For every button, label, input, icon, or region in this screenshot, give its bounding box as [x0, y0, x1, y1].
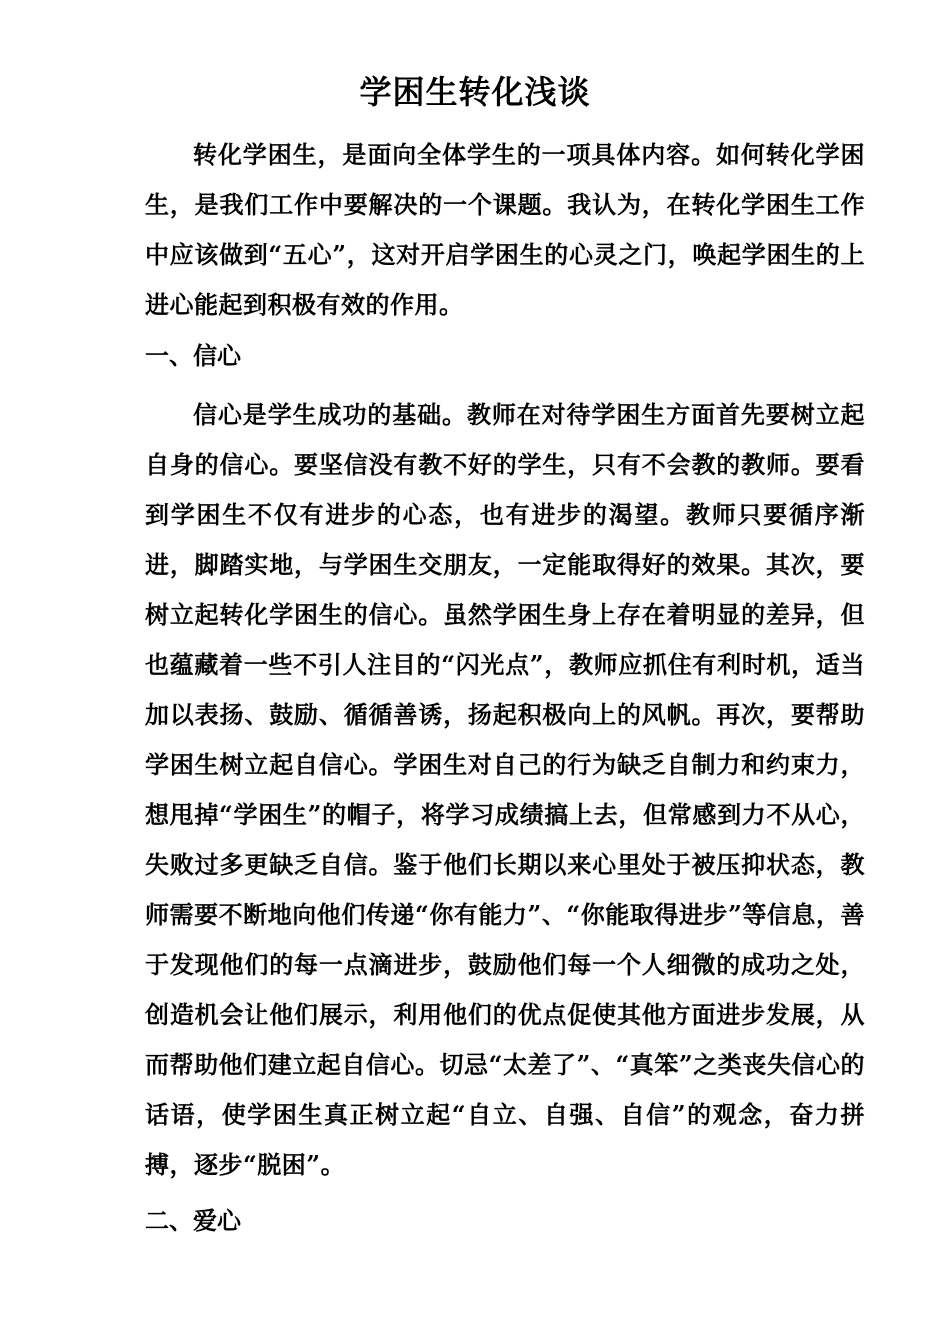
section-heading-love: 二、爱心 [145, 1206, 241, 1235]
section-paragraph-confidence: 信心是学生成功的基础。教师在对待学困生方面首先要树立起自身的信心。要坚信没有教不好的学生，只有不会教的教师。要看到学困生不仅有进步的心态，也有进步的渴望。教师只要循序渐进，脚踏实地，与学困生交朋友，一定能取得好的效果。其次，要树立起转化学困生的信心。虽然学困生身上存在着明显的差异，但也蕴藏着一些不引人注目的“闪光点”，教师应抓住有利时机，适当加以表扬、鼓励、循循善诱，扬起积极向上的风帆。再次，要帮助学困生树立起自信心。学困生对自己的行为缺乏自制力和约束力，想甩掉“学困生”的帽子，将学习成绩搞上去，但常感到力不从心，失败过多更缺乏自信。鉴于他们长期以来心里处于被压抑状态，教师需要不断地向他们传递“你有能力”、“你能取得进步”等信息，善于发现他们的每一点滴进步，鼓励他们每一个人细微的成功之处，创造机会让他们展示，利用他们的优点促使其他方面进步发展，从而帮助他们建立起自信心。切忌“太差了”、“真笨”之类丧失信心的话语，使学困生真正树立起“自立、自强、自信”的观念，奋力拼搏，逐步“脱困”。 [145, 400, 865, 1179]
section-heading-confidence: 一、信心 [145, 341, 241, 370]
document-title: 学困生转化浅谈 [359, 73, 591, 111]
intro-paragraph: 转化学困生，是面向全体学生的一项具体内容。如何转化学困生，是我们工作中要解决的一个课题。我认为，在转化学困生工作中应该做到“五心”，这对开启学困生的心灵之门，唤起学困生的上进心能起到积极有效的作用。 [145, 140, 865, 319]
